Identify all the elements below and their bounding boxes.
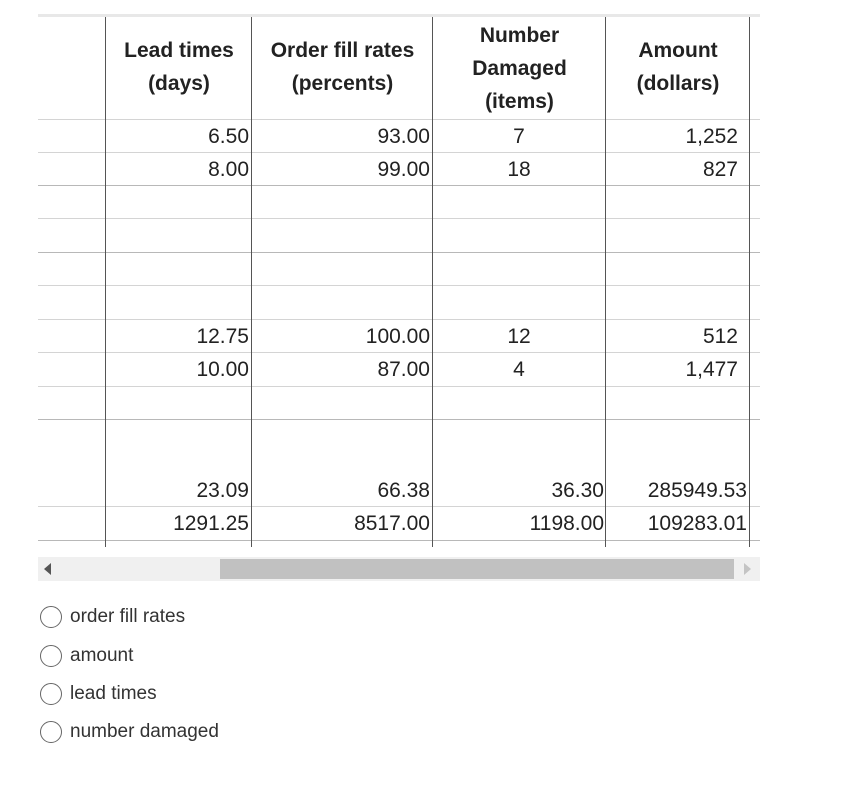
horizontal-scrollbar[interactable] xyxy=(38,557,760,581)
header-number-damaged xyxy=(433,19,606,118)
column-border xyxy=(251,17,252,547)
cell-order-fill-rates: 66.38 xyxy=(377,479,430,502)
option-lead-times[interactable] xyxy=(40,681,157,707)
cell-number-damaged: 36.30 xyxy=(551,479,604,502)
header-line: (days) xyxy=(148,72,210,95)
header-line: (percents) xyxy=(291,72,394,95)
column-border xyxy=(105,17,106,547)
header-line: Amount xyxy=(638,39,718,62)
scroll-right-arrow-icon[interactable] xyxy=(744,563,751,575)
header-lead-times xyxy=(106,34,252,100)
row-border xyxy=(38,419,760,420)
cell-number-damaged: 7 xyxy=(513,125,525,148)
option-order-fill-rates[interactable] xyxy=(40,604,185,630)
header-amount xyxy=(606,34,750,100)
cell-number-damaged: 12 xyxy=(507,325,531,348)
cell-number-damaged: 18 xyxy=(507,158,531,181)
header-order-fill-rates xyxy=(252,34,433,100)
row-border xyxy=(38,386,760,387)
column-border xyxy=(749,17,750,547)
header-line: Damaged xyxy=(472,57,567,80)
cell-lead-times: 6.50 xyxy=(208,125,249,148)
scroll-thumb[interactable] xyxy=(220,559,734,579)
radio-button[interactable] xyxy=(40,606,62,628)
option-label: amount xyxy=(70,645,134,666)
cell-lead-times: 8.00 xyxy=(208,158,249,181)
row-border xyxy=(38,540,760,541)
row-border xyxy=(38,285,760,286)
option-label: lead times xyxy=(70,683,157,704)
cell-number-damaged: 1198.00 xyxy=(529,512,604,535)
option-label: number damaged xyxy=(70,721,219,742)
cell-order-fill-rates: 93.00 xyxy=(377,125,430,148)
row-border xyxy=(38,252,760,253)
cell-amount: 1,252 xyxy=(685,125,738,148)
cell-amount: 285949.53 xyxy=(647,479,747,502)
header-line: Order fill rates xyxy=(270,39,415,62)
header-line: (items) xyxy=(485,90,554,113)
cell-number-damaged: 4 xyxy=(513,358,525,381)
row-border xyxy=(38,218,760,219)
cell-lead-times: 12.75 xyxy=(196,325,249,348)
header-line: Lead times xyxy=(124,39,234,62)
cell-amount: 1,477 xyxy=(685,358,738,381)
cell-lead-times: 10.00 xyxy=(196,358,249,381)
header-line: (dollars) xyxy=(636,72,720,95)
scroll-left-arrow-icon[interactable] xyxy=(44,563,51,575)
radio-button[interactable] xyxy=(40,683,62,705)
column-border xyxy=(605,17,606,547)
cell-order-fill-rates: 87.00 xyxy=(377,358,430,381)
table-top-border xyxy=(38,14,760,17)
cell-order-fill-rates: 8517.00 xyxy=(354,512,430,535)
cell-lead-times: 1291.25 xyxy=(173,512,249,535)
option-amount[interactable] xyxy=(40,643,133,669)
radio-button[interactable] xyxy=(40,721,62,743)
option-number-damaged[interactable] xyxy=(40,719,219,745)
cell-order-fill-rates: 100.00 xyxy=(365,325,430,348)
cell-amount: 109283.01 xyxy=(647,512,747,535)
header-line: Number xyxy=(479,24,560,47)
data-table xyxy=(38,14,760,546)
radio-button[interactable] xyxy=(40,645,62,667)
cell-amount: 512 xyxy=(702,325,738,348)
option-label: order fill rates xyxy=(70,606,186,627)
cell-order-fill-rates: 99.00 xyxy=(377,158,430,181)
cell-amount: 827 xyxy=(702,158,738,181)
column-border xyxy=(432,17,433,547)
cell-lead-times: 23.09 xyxy=(196,479,249,502)
